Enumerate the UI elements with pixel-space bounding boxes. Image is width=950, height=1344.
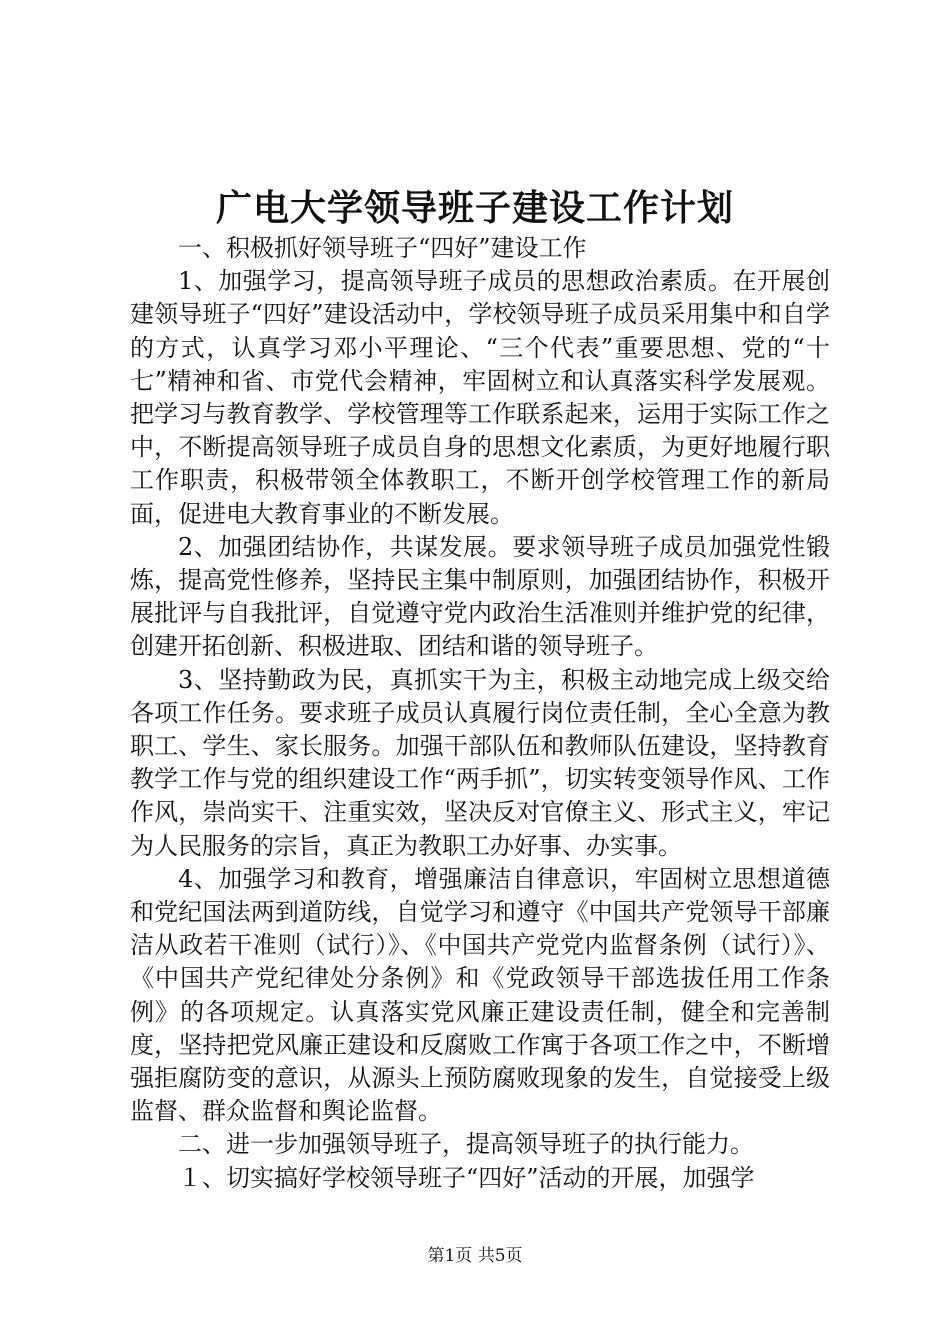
page-number-footer: 第1页 共5页 [427,1246,523,1266]
document-body [130,232,830,1195]
document-title: 广电大学领导班子建设工作计划 [215,187,734,229]
paragraph-four-good: １、切实搞好学校领导班子“四好”活动的开展，加强学 [178,1163,755,1192]
paragraph-study: 1、加强学习，提高领导班子成员的思想政治素质。在开展创建领导班子“四好”建设活动中，学校领导班子成员采用集中和自学的方式，认真学习邓小平理论、“三个代表”重要思想、党的“十七”精神和省、市党代会精神，牢固树立和认真落实科学发展观。把学习与教育教学、学校管理等工作联系起来，运用于实际工作之中，不断提高领导班子成员自身的思想文化素质，为更好地履行职工作职责，积极带领全体教职工，不断开创学校管理工作的新局面，促进电大教育事业的不断发展。 [130,267,830,528]
section-heading-2: 二、进一步加强领导班子，提高领导班子的执行能力。 [178,1130,754,1159]
section-heading-1: 一、积极抓好领导班子“四好”建设工作 [178,234,587,262]
paragraph-unity: 2、加强团结协作，共谋发展。要求领导班子成员加强党性锻炼，提高党性修养，坚持民主集中制原则，加强团结协作，积极开展批评与自我批评，自觉遵守党内政治生活准则并维护党的纪律，创建开拓创新、积极进取、团结和谐的领导班子。 [130,532,830,661]
paragraph-integrity: 4、加强学习和教育，增强廉洁自律意识，牢固树立思想道德和党纪国法两到道防线，自觉学习和遵守《中国共产党领导干部廉洁从政若干准则（试行）》、《中国共产党党内监督条例（试行）》、《中国共产党纪律处分条例》和《党政领导干部选拔任用工作条例》的各项规定。认真落实党风廉正建设责任制，健全和完善制度，坚持把党风廉正建设和反腐败工作寓于各项工作之中，不断增强拒腐防变的意识，从源头上预防腐败现象的发生，自觉接受上级监督、群众监督和舆论监督。 [130,864,830,1126]
paragraph-diligence: 3、坚持勤政为民，真抓实干为主，积极主动地完成上级交给各项工作任务。要求班子成员认真履行岗位责任制，全心全意为教职工、学生、家长服务。加强干部队伍和教师队伍建设，坚持教育教学工作与党的组织建设工作“两手抓”，切实转变领导作风、工作作风，崇尚实干、注重实效，坚决反对官僚主义、形式主义，牢记为人民服务的宗旨，真正为教职工办好事、办实事。 [130,665,830,860]
